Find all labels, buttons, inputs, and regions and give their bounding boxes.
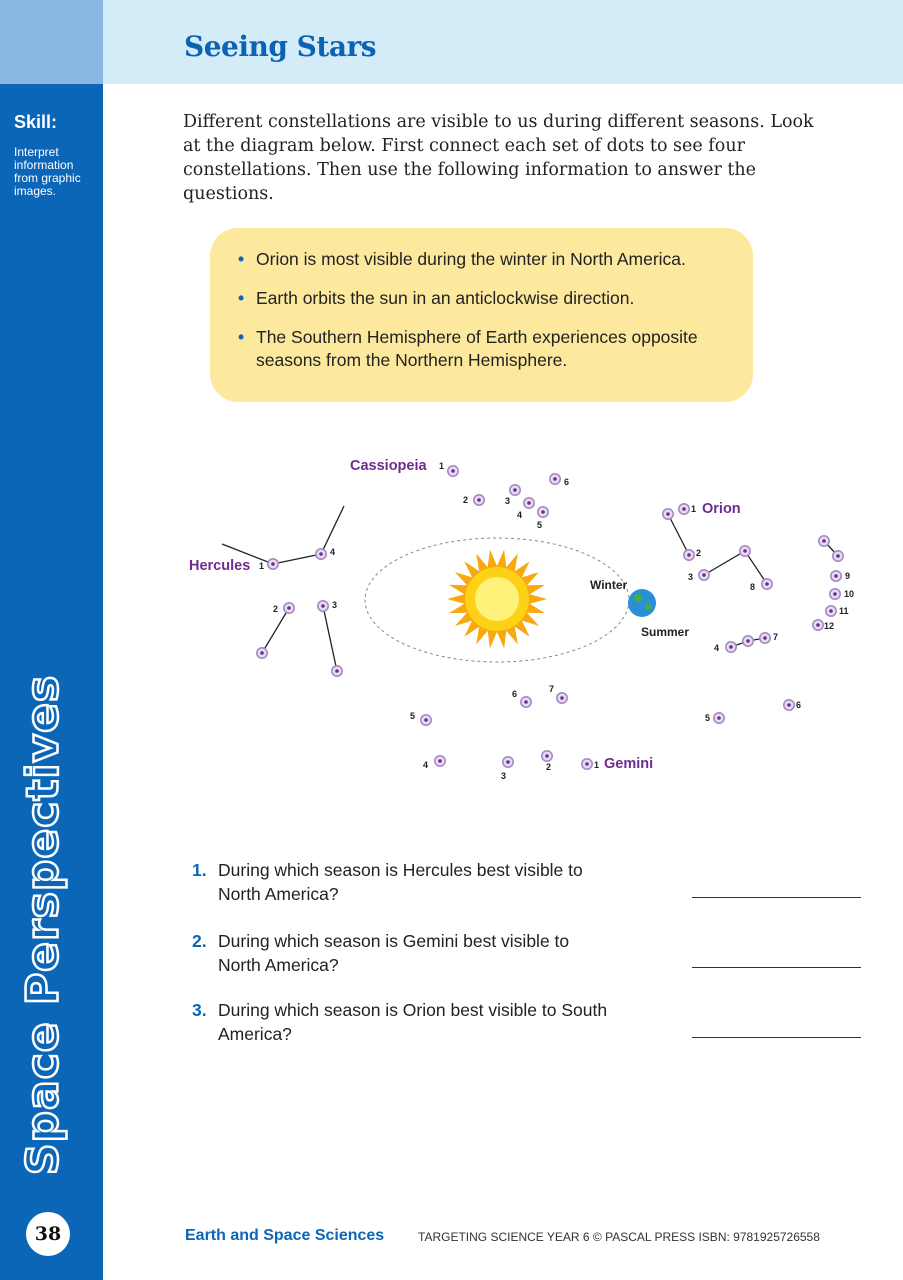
winter-label: Winter — [590, 578, 628, 592]
hercules-label: Hercules — [189, 558, 251, 574]
dot-number: 4 — [330, 547, 336, 557]
star-dot-center — [335, 669, 339, 673]
star-dot-center — [451, 469, 455, 473]
constellation-line — [704, 551, 767, 584]
star-dot-center — [746, 639, 750, 643]
star-dot-center — [260, 651, 264, 655]
dot-number: 2 — [463, 495, 469, 505]
dot-number: 6 — [512, 689, 518, 699]
star-dot-center — [524, 700, 528, 704]
question-number: 3. — [192, 1000, 207, 1020]
star-dot-center — [513, 488, 517, 492]
dot-number: 2 — [546, 762, 552, 772]
star-dot-center — [765, 582, 769, 586]
star-dot-center — [822, 539, 826, 543]
dot-number: 1 — [439, 461, 445, 471]
star-dot-center — [545, 754, 549, 758]
dot-number: 5 — [705, 713, 711, 723]
dot-number: 7 — [773, 632, 779, 642]
dot-number: 1 — [691, 504, 697, 514]
star-dot-center — [687, 553, 691, 557]
star-dot-center — [319, 552, 323, 556]
star-dot-center — [833, 592, 837, 596]
dot-number: 4 — [517, 510, 523, 520]
dot-number: 3 — [501, 771, 507, 781]
dot-number: 11 — [839, 606, 849, 616]
star-dot-center — [834, 574, 838, 578]
star-dot-center — [743, 549, 747, 553]
star-dot-center — [787, 703, 791, 707]
cassiopeia-label: Cassiopeia — [350, 458, 427, 474]
answer-line-2[interactable] — [692, 967, 861, 968]
star-dot-center — [717, 716, 721, 720]
star-dot-center — [682, 507, 686, 511]
section-title: Space Perspectives — [17, 674, 69, 1176]
question-2 — [192, 929, 612, 977]
intro-paragraph: Different constellations are visible to us during different seasons. Look at the diagram below. First connect each set of dots to see four constellations. Then use the following information to answer the questions. — [183, 112, 814, 204]
dot-number: 5 — [537, 520, 543, 530]
star-dot-center — [271, 562, 275, 566]
star-dot-center — [424, 718, 428, 722]
dot-number: 2 — [273, 604, 279, 614]
star-dot-center — [541, 510, 545, 514]
footer-section: Earth and Space Sciences — [185, 1227, 385, 1244]
star-dot-center — [816, 623, 820, 627]
dot-number: 7 — [549, 684, 555, 694]
orion-label: Orion — [702, 501, 741, 517]
skill-description: Interpret information from graphic images. — [14, 145, 81, 198]
info-point: • The Southern Hemisphere of Earth experiences opposite seasons from the Northern Hemisphere. — [238, 326, 733, 372]
answer-line-3[interactable] — [692, 1037, 861, 1038]
question-number: 1. — [192, 860, 207, 880]
dot-number: 1 — [594, 760, 600, 770]
star-dot-center — [560, 696, 564, 700]
gemini-label: Gemini — [604, 756, 654, 772]
star-dot-center — [438, 759, 442, 763]
star-dot-center — [321, 604, 325, 608]
dot-number: 6 — [564, 477, 570, 487]
question-3 — [192, 998, 612, 1046]
question-text: During which season is Hercules best visible to North America? — [218, 860, 583, 904]
dot-number: 12 — [824, 621, 835, 631]
dot-number: 8 — [750, 582, 756, 592]
dot-number: 4 — [423, 760, 429, 770]
answer-line-1[interactable] — [692, 897, 861, 898]
star-dot-center — [702, 573, 706, 577]
info-point: • Earth orbits the sun in an anticlockwise direction. — [238, 287, 733, 310]
skill-title: Skill: — [14, 112, 58, 132]
dot-number: 1 — [259, 561, 265, 571]
page-number: 38 — [26, 1212, 70, 1256]
star-dot-center — [829, 609, 833, 613]
footer-credit: TARGETING SCIENCE YEAR 6 © PASCAL PRESS ISBN: 9781925726558 — [418, 1230, 820, 1244]
question-number: 2. — [192, 931, 207, 951]
dot-number: 6 — [796, 700, 802, 710]
dot-number: 10 — [844, 589, 855, 599]
star-dot-center — [836, 554, 840, 558]
star-dot-center — [527, 501, 531, 505]
constellation-line — [668, 514, 689, 555]
question-1 — [192, 858, 612, 906]
constellation-line — [323, 606, 337, 671]
dot-number: 5 — [410, 711, 416, 721]
dot-number: 4 — [714, 643, 720, 653]
star-dot-center — [729, 645, 733, 649]
question-text: During which season is Orion best visible to South America? — [218, 1000, 608, 1044]
summer-label: Summer — [641, 625, 690, 639]
star-dot-center — [287, 606, 291, 610]
constellation-line — [262, 608, 289, 653]
page-title: Seeing Stars — [184, 30, 376, 63]
dot-number: 9 — [845, 571, 851, 581]
sun-icon — [447, 550, 547, 649]
star-dot-center — [506, 760, 510, 764]
star-dot-center — [585, 762, 589, 766]
earth-icon — [628, 589, 656, 617]
star-dot-center — [553, 477, 557, 481]
star-dot-center — [763, 636, 767, 640]
star-dot-center — [477, 498, 481, 502]
info-point: • Orion is most visible during the winter in North America. — [238, 248, 733, 271]
star-dot-center — [666, 512, 670, 516]
dot-number: 3 — [332, 600, 338, 610]
dot-number: 2 — [696, 548, 702, 558]
dot-number: 3 — [688, 572, 694, 582]
question-text: During which season is Gemini best visible to North America? — [218, 931, 570, 975]
star-dots — [257, 466, 843, 769]
dot-number: 3 — [505, 496, 511, 506]
